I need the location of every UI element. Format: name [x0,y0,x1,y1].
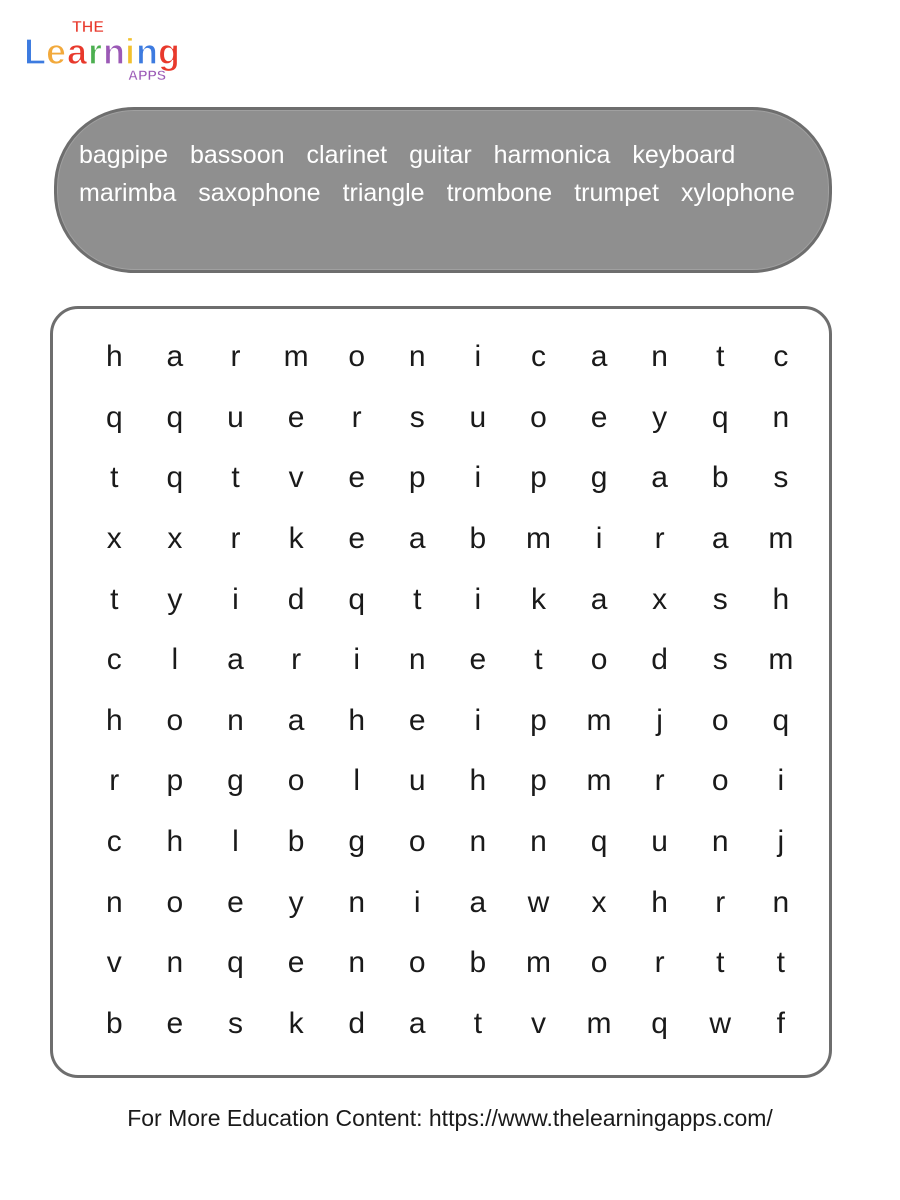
grid-letter[interactable]: a [408,1006,426,1040]
grid-letter[interactable]: n [711,825,729,859]
grid-letter[interactable]: a [711,522,729,556]
grid-letter[interactable]: q [590,825,608,859]
grid-letter[interactable]: i [474,582,482,616]
grid-letter[interactable]: o [166,885,184,919]
grid-letter[interactable]: w [527,885,550,919]
grid-letter[interactable]: r [654,946,665,980]
grid-letter[interactable]: k [530,582,546,616]
grid-letter[interactable]: a [227,643,244,677]
grid-letter[interactable]: h [105,340,123,374]
grid-letter[interactable]: v [288,461,304,495]
word-bank-item: trombone [446,179,553,207]
svg-text:n: n [103,31,125,72]
logo-apps: APPS [128,67,167,82]
grid-letter[interactable]: n [105,885,123,919]
grid-letter[interactable]: a [408,522,426,556]
grid-letter[interactable]: g [348,825,366,859]
grid-letter[interactable]: h [348,703,366,737]
grid-letter[interactable]: m [586,1006,612,1040]
grid-letter[interactable]: h [105,703,123,737]
grid-letter[interactable]: x [167,522,183,556]
grid-letter[interactable]: m [525,522,551,556]
grid-letter[interactable]: n [348,885,366,919]
grid-letter[interactable]: t [413,582,422,616]
grid-letter[interactable]: q [227,946,244,980]
grid-letter[interactable]: e [348,461,366,495]
grid-letter[interactable]: o [166,703,184,737]
grid-letter[interactable]: l [171,643,179,677]
grid-letter[interactable]: l [353,764,360,798]
grid-letter[interactable]: s [773,461,789,495]
grid-letter[interactable]: d [651,643,668,677]
grid-letter[interactable]: a [287,703,305,737]
grid-letter[interactable]: i [413,885,421,919]
grid-letter[interactable]: f [776,1006,785,1040]
grid-letter[interactable]: b [287,825,305,859]
grid-letter[interactable]: q [166,461,184,495]
grid-letter[interactable]: t [534,643,543,677]
grid-letter[interactable]: c [530,340,546,374]
grid-letter[interactable]: j [777,825,785,859]
grid-letter[interactable]: o [590,946,608,980]
grid-letter[interactable]: k [288,1006,304,1040]
grid-letter[interactable]: e [590,400,608,434]
grid-letter[interactable]: m [768,522,794,556]
grid-letter[interactable]: p [530,764,547,798]
svg-text:g: g [158,31,180,72]
grid-letter[interactable]: n [166,946,184,980]
grid-letter[interactable]: y [652,400,668,434]
word-list [79,136,819,212]
grid-letter[interactable]: n [772,885,790,919]
grid-letter[interactable]: h [469,764,487,798]
grid-letter[interactable]: x [106,522,122,556]
grid-letter[interactable]: y [288,885,304,919]
the-learning-apps-logo [20,12,195,82]
grid-letter[interactable]: e [348,522,366,556]
word-bank-item: saxophone [198,179,321,207]
grid-letter[interactable]: a [651,461,668,495]
word-bank-item: triangle [342,179,425,207]
grid-letter[interactable]: r [230,340,241,374]
grid-letter[interactable]: d [287,582,305,616]
grid-letter[interactable]: i [474,461,482,495]
grid-letter[interactable]: o [711,764,729,798]
word-bank [54,107,832,273]
grid-letter[interactable]: q [166,400,184,434]
grid-letter[interactable]: r [351,400,362,434]
word-bank-item: marimba [79,179,177,207]
logo-the: THE [72,19,104,36]
grid-letter[interactable]: d [348,1006,366,1040]
grid-letter[interactable]: b [711,461,729,495]
grid-letter[interactable]: i [232,582,239,616]
grid-letter[interactable]: g [227,764,244,798]
word-bank-item: harmonica [493,141,611,169]
grid-letter[interactable]: v [106,946,122,980]
grid-letter[interactable]: b [469,522,487,556]
grid-letter[interactable]: o [590,643,608,677]
grid-letter[interactable]: o [530,400,547,434]
grid-letter[interactable]: m [768,643,794,677]
grid-letter[interactable]: t [110,582,119,616]
grid-letter[interactable]: n [651,340,668,374]
grid-letter[interactable]: p [530,703,547,737]
word-bank-item: trumpet [574,179,659,207]
grid-letter[interactable]: t [110,461,119,495]
grid-letter[interactable]: h [166,825,184,859]
word-bank-item: clarinet [306,141,388,169]
grid-letter[interactable]: v [530,1006,546,1040]
grid-letter[interactable]: p [166,764,184,798]
grid-letter[interactable]: m [525,946,551,980]
grid-letter[interactable]: n [772,400,790,434]
grid-letter[interactable]: o [408,825,426,859]
grid-letter[interactable]: o [348,340,366,374]
grid-letter[interactable]: m [283,340,309,374]
grid-letter[interactable]: j [656,703,663,737]
grid-letter[interactable]: e [227,885,244,919]
grid-letter[interactable]: i [777,764,785,798]
grid-letter[interactable]: n [530,825,547,859]
grid-letter[interactable]: r [654,764,665,798]
grid-letter[interactable]: u [469,400,487,434]
grid-letter[interactable]: q [772,703,790,737]
grid-letter[interactable]: a [469,885,487,919]
grid-letter[interactable]: u [651,825,668,859]
footer-text: For More Education Content: https://www.thelearningapps.com/ [127,1105,773,1131]
grid-letter[interactable]: i [474,340,482,374]
grid-letter[interactable]: r [654,522,665,556]
grid-letter[interactable]: m [586,764,612,798]
svg-text:i: i [125,31,136,72]
grid-letter[interactable]: l [232,825,239,859]
grid-letter[interactable]: n [469,825,487,859]
grid-letter[interactable]: r [291,643,302,677]
grid-letter[interactable]: c [106,643,122,677]
letter-grid [84,327,811,1054]
grid-letter[interactable]: h [772,582,790,616]
grid-letter[interactable]: a [166,340,184,374]
svg-text:e: e [46,31,67,72]
grid-letter[interactable]: p [530,461,547,495]
grid-letter[interactable]: o [287,764,305,798]
grid-letter[interactable]: y [167,582,183,616]
grid-letter[interactable]: e [287,946,305,980]
grid-letter[interactable]: q [348,582,366,616]
grid-letter[interactable]: e [166,1006,184,1040]
word-bank-item: guitar [409,141,472,169]
grid-letter[interactable]: o [408,946,426,980]
grid-letter[interactable]: a [590,340,608,374]
svg-text:n: n [136,31,158,72]
grid-letter[interactable]: a [590,582,608,616]
grid-letter[interactable]: i [595,522,603,556]
grid-letter[interactable]: c [773,340,789,374]
grid-letter[interactable]: q [105,400,123,434]
svg-text:a: a [67,31,88,72]
grid-letter[interactable]: s [227,1006,243,1040]
grid-letter[interactable]: r [230,522,241,556]
grid-letter[interactable]: n [408,643,426,677]
grid-letter[interactable]: n [348,946,366,980]
grid-letter[interactable]: t [776,946,785,980]
svg-text:r: r [88,31,103,72]
grid-letter[interactable]: t [231,461,240,495]
grid-letter[interactable]: q [711,400,729,434]
grid-letter[interactable]: r [715,885,726,919]
word-bank-item: bagpipe [79,141,168,169]
word-bank-item: keyboard [632,141,736,169]
grid-letter[interactable]: s [712,643,728,677]
grid-letter[interactable]: k [288,522,304,556]
grid-letter[interactable]: g [590,461,608,495]
grid-letter[interactable]: n [408,340,426,374]
grid-letter[interactable]: h [651,885,668,919]
grid-letter[interactable]: t [716,946,725,980]
grid-letter[interactable]: q [651,1006,668,1040]
grid-letter[interactable]: e [408,703,426,737]
grid-letter[interactable]: s [409,400,425,434]
grid-letter[interactable]: u [227,400,244,434]
grid-letter[interactable]: e [469,643,487,677]
grid-letter[interactable]: e [287,400,305,434]
grid-letter[interactable]: x [652,582,668,616]
grid-letter[interactable]: t [716,340,725,374]
word-bank-item: xylophone [680,179,795,207]
grid-letter[interactable]: x [591,885,607,919]
grid-letter[interactable]: i [353,643,360,677]
grid-letter[interactable]: c [106,825,122,859]
grid-letter[interactable]: w [709,1006,732,1040]
grid-letter[interactable]: t [473,1006,483,1040]
grid-letter[interactable]: o [711,703,729,737]
logo-graphic [20,12,195,82]
word-search-grid-box [50,306,832,1078]
word-bank-item: bassoon [189,141,285,169]
grid-letter[interactable]: p [408,461,426,495]
grid-letter[interactable]: s [712,582,728,616]
grid-letter[interactable]: m [586,703,612,737]
grid-letter[interactable]: i [474,703,482,737]
logo-learning [24,31,180,72]
grid-letter[interactable]: u [408,764,426,798]
grid-letter[interactable]: b [469,946,487,980]
svg-text:L: L [24,31,46,72]
grid-letter[interactable]: b [105,1006,123,1040]
grid-letter[interactable]: n [227,703,244,737]
grid-letter[interactable]: r [109,764,120,798]
